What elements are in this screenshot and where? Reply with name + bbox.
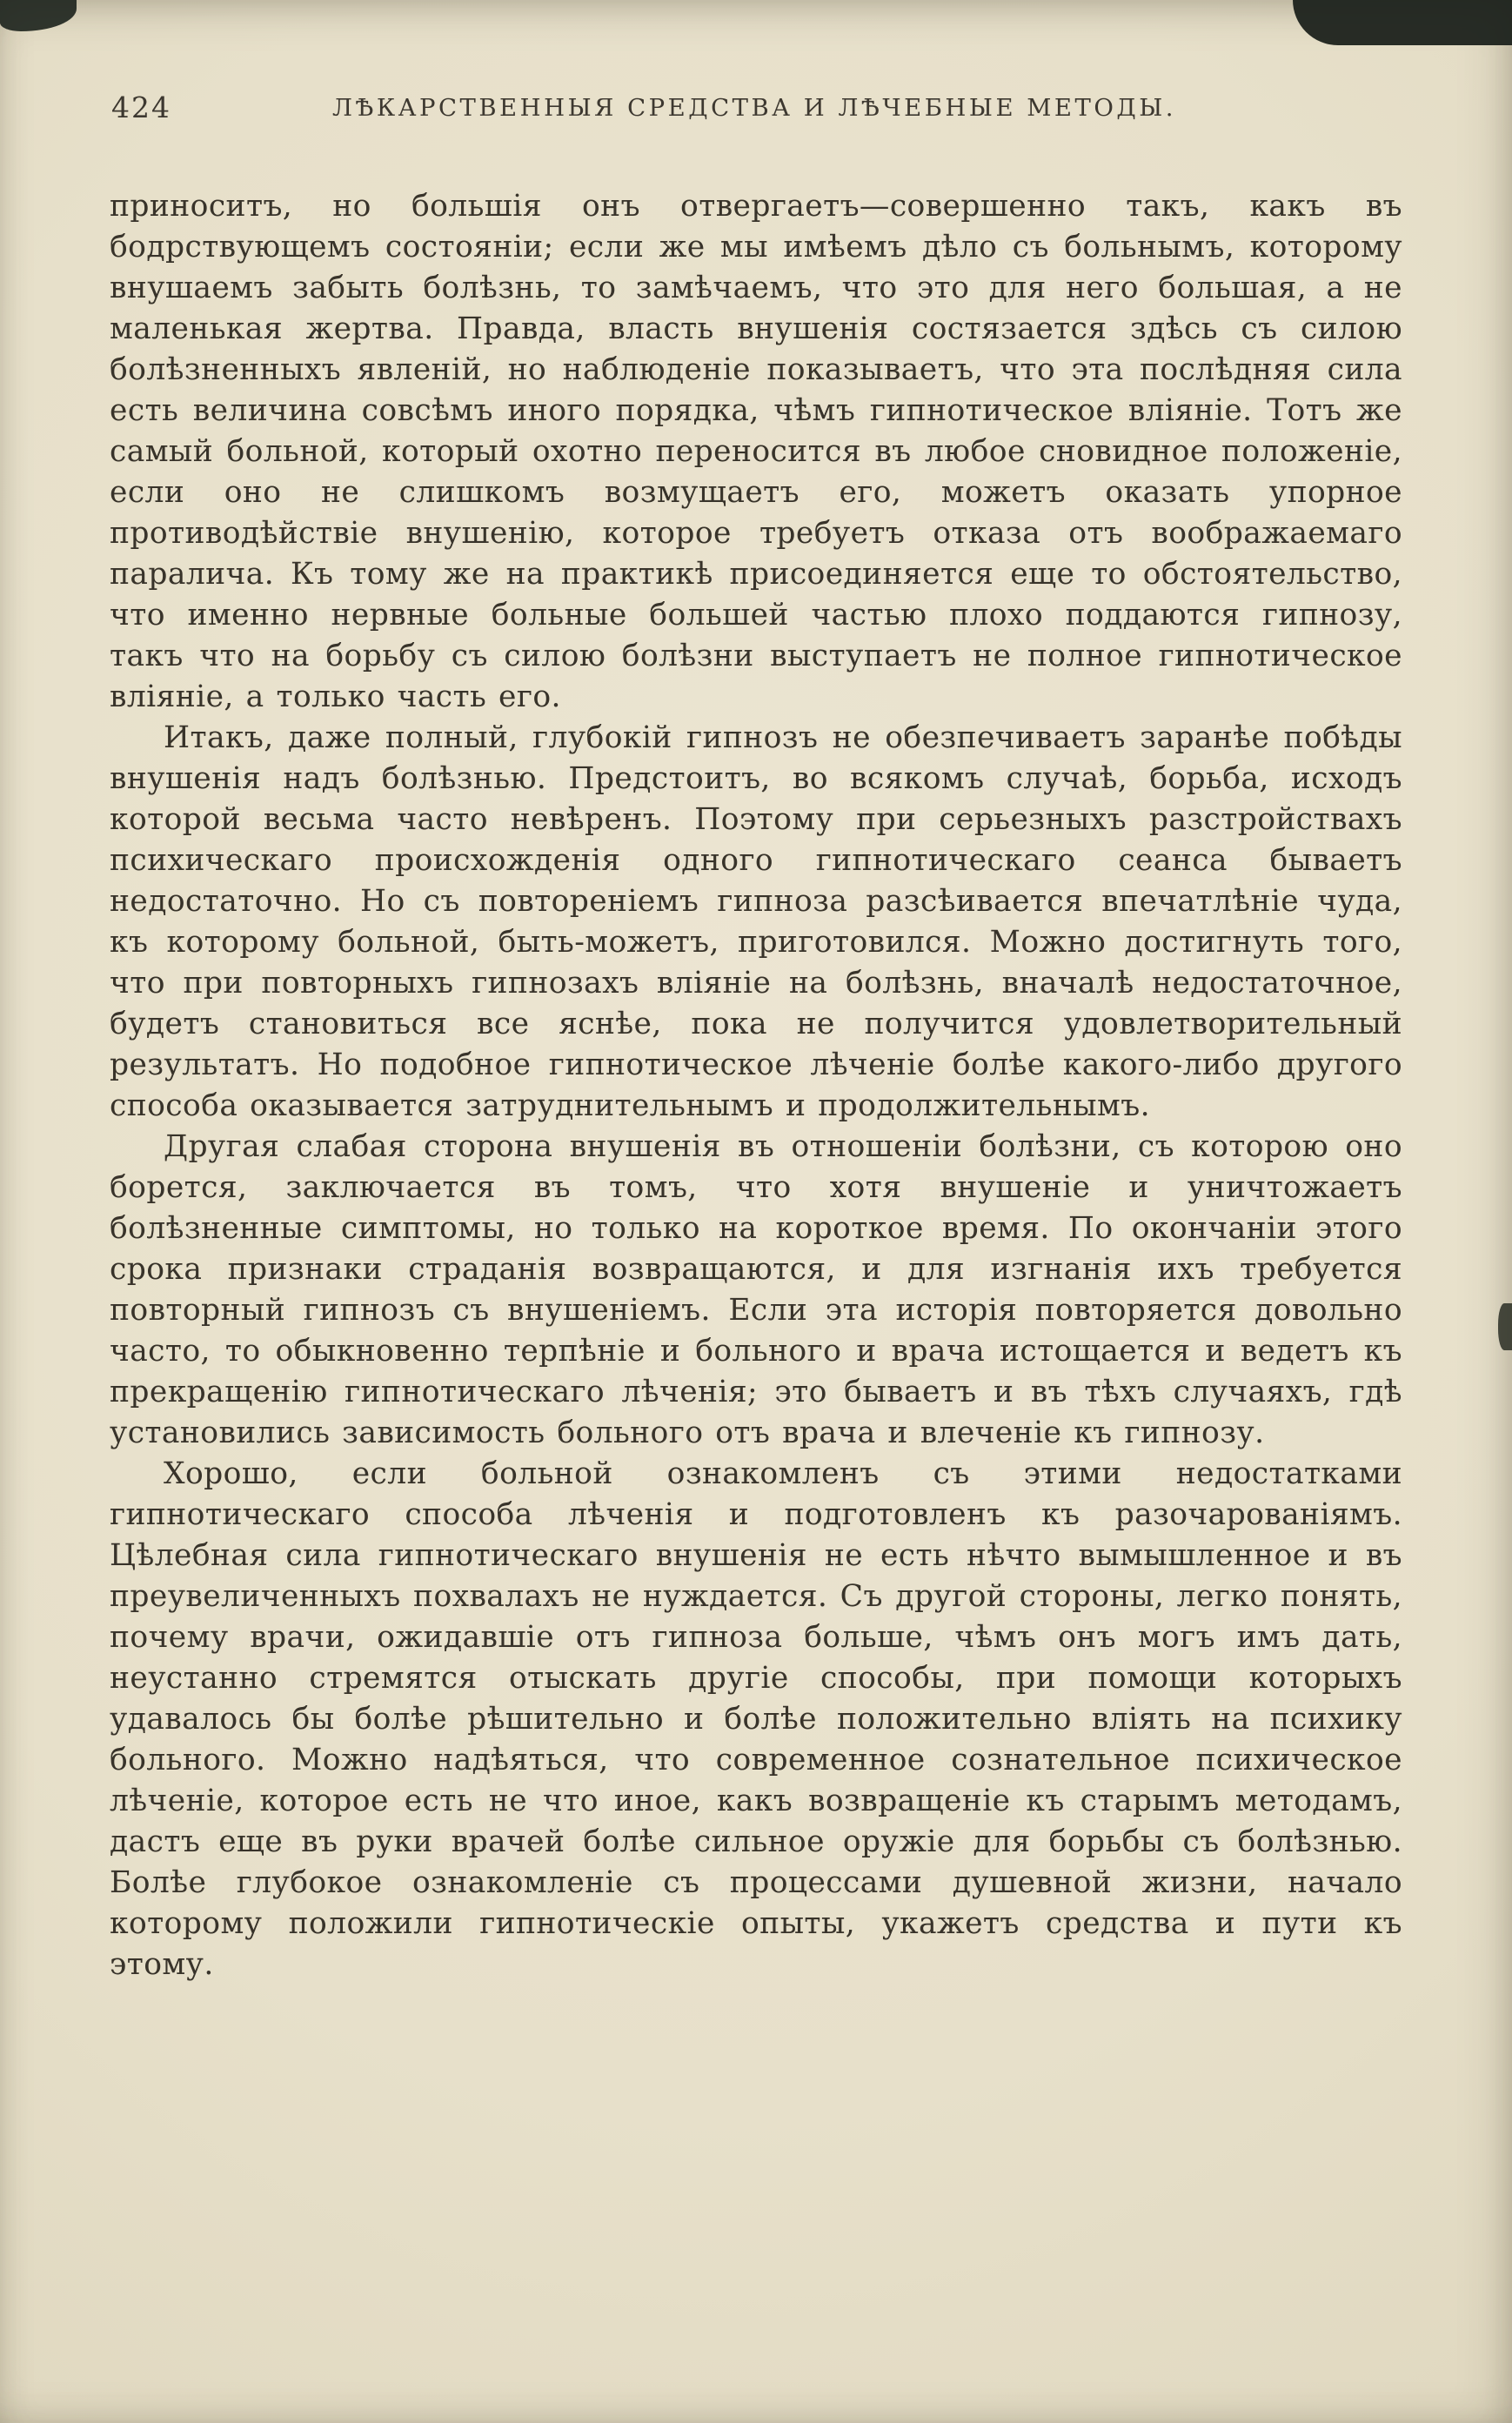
running-title: ЛѢКАРСТВЕННЫЯ СРЕДСТВА И ЛѢЧЕБНЫЕ МЕТОДЫ. [331,94,1177,122]
scan-artifact-top-left [0,0,77,31]
scan-artifact-top-right [1293,0,1512,45]
paragraph: Другая слабая сторона внушенія въ отношеніи болѣзни, съ которою оно борется, заключается въ томъ, что хотя внушеніе и уничтожаетъ болѣзненные симптомы, но только на короткое время. По окончаніи этого срока признаки страданія возвращаются, и для изгнанія ихъ требуется повторный гипнозъ съ внушеніемъ. Если эта исторія повторяется довольно часто, то обыкновенно терпѣніе и больного и врача истощается и ведетъ къ прекращенію гипнотическаго лѣченія; это бываетъ и въ тѣхъ случаяхъ, гдѣ установились зависимость больного отъ врача и влеченіе къ гипнозу. [110,1129,1402,1450]
scan-artifact-right-edge [1498,1303,1512,1350]
text-block [110,186,1402,1985]
paragraph: приноситъ, но большія онъ отвергаетъ—совершенно такъ, какъ въ бодрствующемъ состояніи; если же мы имѣемъ дѣло съ больнымъ, которому внушаемъ забыть болѣзнь, то замѣчаемъ, что это для него большая, а не маленькая жертва. Правда, власть внушенія состязается здѣсь съ силою болѣзненныхъ явленій, но наблюденіе показываетъ, что эта послѣдняя сила есть величина совсѣмъ иного порядка, чѣмъ гипнотическое вліяніе. Тотъ же самый больной, который охотно переносится въ любое сновидное положеніе, если оно не слишкомъ возмущаетъ его, можетъ оказать упорное противодѣйствіе внушенію, которое требуетъ отказа отъ воображаемаго паралича. Къ тому же на практикѣ присоединяется еще то обстоятельство, что именно нервные больные большей частью плохо поддаются гипнозу, такъ что на борьбу съ силою болѣзни выступаетъ не полное гипнотическое вліяніе, а только часть его. [110,189,1402,714]
page-number: 424 [111,90,171,124]
paragraph: Итакъ, даже полный, глубокій гипнозъ не обезпечиваетъ заранѣе побѣды внушенія надъ болѣзнью. Предстоитъ, во всякомъ случаѣ, борьба, исходъ которой весьма часто невѣренъ. Поэтому при серьезныхъ разстройствахъ психическаго происхожденія одного гипнотическаго сеанса бываетъ недостаточно. Но съ повтореніемъ гипноза разсѣивается впечатлѣніе чуда, къ которому больной, быть-можетъ, приготовился. Можно достигнуть того, что при повторныхъ гипнозахъ вліяніе на болѣзнь, вначалѣ недостаточное, будетъ становиться все яснѣе, пока не получится удовлетворительный результатъ. Но подобное гипнотическое лѣченіе болѣе какого-либо другого способа оказывается затруднительнымъ и продолжительнымъ. [110,720,1402,1123]
page-header [111,90,1397,129]
paragraph: Хорошо, если больной ознакомленъ съ этими недостатками гипнотическаго способа лѣченія и подготовленъ къ разочарованіямъ. Цѣлебная сила гипнотическаго внушенія не есть нѣчто вымышленное и въ преувеличенныхъ похвалахъ не нуждается. Съ другой стороны, легко понять, почему врачи, ожидавшіе отъ гипноза больше, чѣмъ онъ могъ имъ дать, неустанно стремятся отыскать другіе способы, при помощи которыхъ удавалось бы болѣе рѣшительно и болѣе положительно вліять на психику больного. Можно надѣяться, что современное сознательное психическое лѣченіе, которое есть не что иное, какъ возвращеніе къ старымъ методамъ, дастъ еще въ руки врачей болѣе сильное оружіе для борьбы съ болѣзнью. Болѣе глубокое ознакомленіе съ процессами душевной жизни, начало которому положили гипнотическіе опыты, укажетъ средства и пути къ этому. [110,1456,1402,1982]
